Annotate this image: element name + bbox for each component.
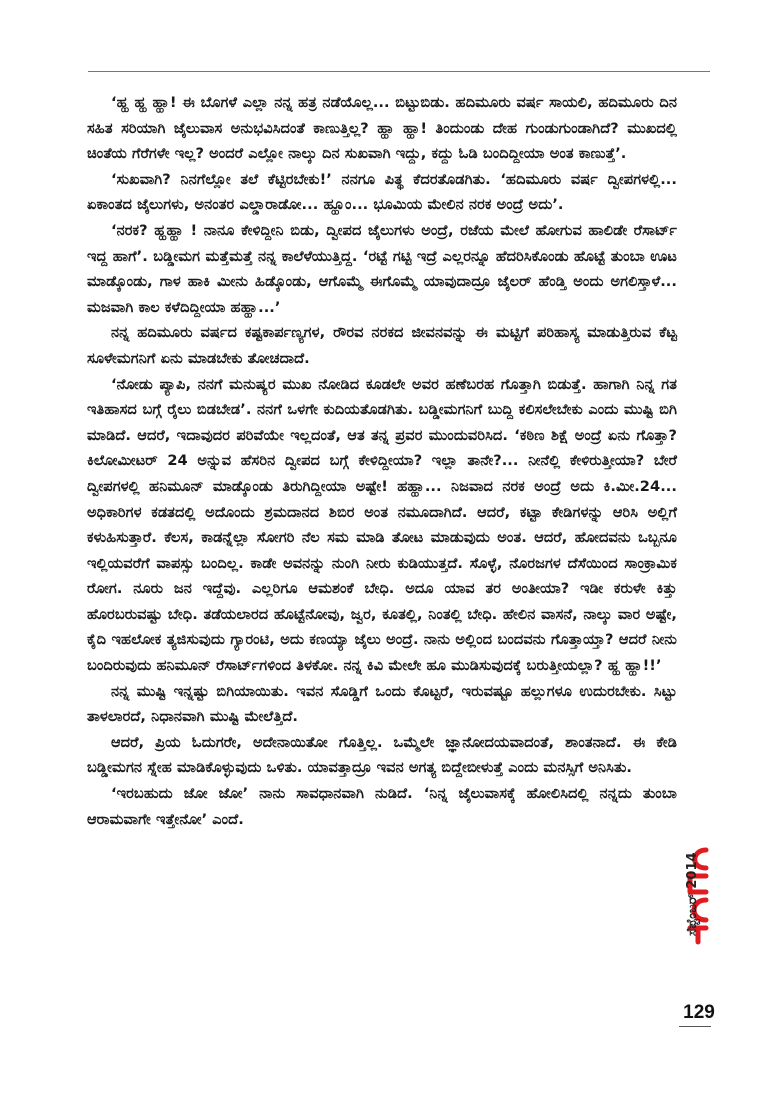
issue-date-text: ಸೆಪ್ಟೆಂಬರ್ 2014 [685,852,700,936]
page-number-rule [679,1026,711,1027]
page-number: 129 [683,1002,715,1023]
paragraph: ‘ಸುಖವಾಗಿ? ನಿನಗೆಲ್ಲೋ ತಲೆ ಕೆಟ್ಟಿರಬೇಕು!’ ನನಗೂ ಪಿತ್ಥ ಕೆದರತೊಡಗಿತು. ‘ಹದಿಮೂರು ವರ್ಷ ದ್ವೀಪಗಳಲ್ಲಿ... ಏಕಾಂತದ ಜೈಲುಗಳು, ಅನಂತರ ಎಲ್ಡಾರಾಡೋ... ಹ್ಹೂಂ... ಭೂಮಿಯ ಮೇಲಿನ ನರಕ ಅಂದ್ರೆ ಅದು’. [87,170,677,214]
paragraph: ‘ಇರಬಹುದು ಜೋ ಜೋ’ ನಾನು ಸಾವಧಾನವಾಗಿ ನುಡಿದೆ. ‘ನಿನ್ನ ಜೈಲುವಾಸಕ್ಕೆ ಹೋಲಿಸಿದಲ್ಲಿ ನನ್ನದು ತುಂಬಾ ಆರಾಮವಾಗೇ ಇತ್ತೇನೋ’ ಎಂದೆ. [87,785,677,828]
magazine-sidebar [683,838,711,998]
paragraph: ಆದರೆ, ಪ್ರಿಯ ಓದುಗರೇ, ಅದೇನಾಯಿತೋ ಗೊತ್ತಿಲ್ಲ. ಒಮ್ಮೆಲೇ ಜ್ಞಾನೋದಯವಾದಂತೆ, ಶಾಂತನಾದೆ. ಈ ಕೇಡಿ ಬಡ್ಡೀಮಗನ ಸ್ನೇಹ ಮಾಡಿಕೊಳ್ಳುವುದು ಒಳಿತು. ಯಾವತ್ತಾದ್ರೂ ಇವನ ಅಗತ್ಯ ಬಿದ್ದೇಬೀಳುತ್ತೆ ಎಂದು ಮನಸ್ಸಿಗೆ ಅನಿಸಿತು. [87,733,677,777]
top-rule [88,71,710,72]
paragraph: ನನ್ನ ಹದಿಮೂರು ವರ್ಷದ ಕಷ್ಟಕಾರ್ಪಣ್ಯಗಳ, ರೌರವ ನರಕದ ಜೀವನವನ್ನು ಈ ಮಟ್ಟಿಗೆ ಪರಿಹಾಸ್ಯ ಮಾಡುತ್ತಿರುವ ಕೆಟ್ಟ ಸೂಳೇಮಗನಿಗೆ ಏನು ಮಾಡಬೇಕು ತೋಚದಾದೆ. [87,324,677,367]
paragraph: ನನ್ನ ಮುಷ್ಟಿ ಇನ್ನಷ್ಟು ಬಿಗಿಯಾಯಿತು. ಇವನ ಸೊಡ್ಡಿಗೆ ಒಂದು ಕೊಟ್ಟರೆ, ಇರುವಷ್ಟೂ ಹಲ್ಲುಗಳೂ ಉದುರಬೇಕು. ಸಿಟ್ಟು ತಾಳಲಾರದೆ, ನಿಧಾನವಾಗಿ ಮುಷ್ಟಿ ಮೇಲೆತ್ತಿದೆ. [87,682,677,726]
paragraph: ‘ಹ್ಹ ಹ್ಹ ಹ್ಹಾ! ಈ ಬೊಗಳೆ ಎಲ್ಲಾ ನನ್ನ ಹತ್ರ ನಡೆಯೊಲ್ಲ... ಬಿಟ್ಟುಬಿಡು. ಹದಿಮೂರು ವರ್ಷ ಸಾಯಲಿ, ಹದಿಮೂರು ದಿನ ಸಹಿತ ಸರಿಯಾಗಿ ಜೈಲುವಾಸ ಅನುಭವಿಸಿದಂತೆ ಕಾಣುತ್ತಿಲ್ಲ? ಹ್ಹಾ ಹ್ಹಾ! ತಿಂದುಂಡು ದೇಹ ಗುಂಡುಗುಂಡಾಗಿದೆ? ಮುಖದಲ್ಲಿ ಚಿಂತೆಯ ಗೆರೆಗಳೇ ಇಲ್ಲ? ಅಂದರೆ ಎಲ್ಲೋ ನಾಲ್ಕು ದಿನ ಸುಖವಾಗಿ ಇದ್ದು, ಕದ್ದು ಓಡಿ ಬಂದಿದ್ದೀಯಾ ಅಂತ ಕಾಣುತ್ತೆ’. [87,94,677,163]
issue-date [683,838,703,936]
article-body [87,90,677,832]
paragraph: ‘ನರಕ? ಹ್ಹಹ್ಹಾ ! ನಾನೂ ಕೇಳಿದ್ದೀನಿ ಬಿಡು, ದ್ವೀಪದ ಜೈಲುಗಳು ಅಂದ್ರೆ, ರಜೆಯ ಮೇಲೆ ಹೋಗುವ ಹಾಲಿಡೇ ರೆಸಾರ್ಟ್ ಇದ್ದ ಹಾಗೆ’. ಬಡ್ಡೀಮಗ ಮತ್ತೆಮತ್ತೆ ನನ್ನ ಕಾಲೆಳೆಯುತ್ತಿದ್ದ. ‘ರಟ್ಟೆ ಗಟ್ಟಿ ಇದ್ರೆ ಎಲ್ಲರನ್ನೂ ಹೆದರಿಸಿಕೊಂಡು ಹೊಟ್ಟೆ ತುಂಬಾ ಊಟ ಮಾಡ್ಕೊಂಡು, ಗಾಳ ಹಾಕಿ ಮೀನು ಹಿಡ್ಕೊಂಡು, ಆಗೊಮ್ಮೆ ಈಗೊಮ್ಮೆ ಯಾವುದಾದ್ರೂ ಜೈಲರ್ ಹೆಂಡ್ತಿ ಅಂದು ಅಗಲಿಸ್ತಾಳೆ... ಮಜವಾಗಿ ಕಾಲ ಕಳೆದಿದ್ದೀಯಾ ಹಹ್ಹಾ...’ [87,221,677,316]
paragraph: ‘ನೋಡು ಪ್ಯಾಪಿ, ನನಗೆ ಮನುಷ್ಯರ ಮುಖ ನೋಡಿದ ಕೂಡಲೇ ಅವರ ಹಣೆಬರಹ ಗೊತ್ತಾಗಿ ಬಿಡುತ್ತೆ. ಹಾಗಾಗಿ ನಿನ್ನ ಗತ ಇತಿಹಾಸದ ಬಗ್ಗೆ ರೈಲು ಬಿಡಬೇಡ’. ನನಗೆ ಒಳಗೇ ಕುದಿಯತೊಡಗಿತು. ಬಡ್ಡೀಮಗನಿಗೆ ಬುದ್ದಿ ಕಲಿಸಲೇಬೇಕು ಎಂದು ಮುಷ್ಟಿ ಬಿಗಿ ಮಾಡಿದೆ. ಆದರೆ, ಇದಾವುದರ ಪರಿವೆಯೇ ಇಲ್ಲದಂತೆ, ಆತ ತನ್ನ ಪ್ರವರ ಮುಂದುವರಿಸಿದ. ‘ಕಠಿಣ ಶಿಕ್ಷೆ ಅಂದ್ರೆ ಏನು ಗೊತ್ತಾ? ಕಿಲೋಮೀಟರ್ 24 ಅನ್ನುವ ಹೆಸರಿನ ದ್ವೀಪದ ಬಗ್ಗೆ ಕೇಳಿದ್ದೀಯಾ? ಇಲ್ಲಾ ತಾನೇ?... ನೀನೆಲ್ಲಿ ಕೇಳಿರುತ್ತೀಯಾ? ಬೇರೆ ದ್ವೀಪಗಳಲ್ಲಿ ಹನಿಮೂನ್ ಮಾಡ್ಕೊಂಡು ತಿರುಗಿದ್ದೀಯಾ ಅಷ್ಟೇ! ಹಹ್ಹಾ... ನಿಜವಾದ ನರಕ ಅಂದ್ರೆ ಅದು ಕಿ.ಮೀ.24... ಅಧಿಕಾರಿಗಳ ಕಡತದಲ್ಲಿ ಅದೊಂದು ಶ್ರಮದಾನದ ಶಿಬಿರ ಅಂತ ನಮೂದಾಗಿದೆ. ಆದರೆ, ಕಟ್ಟಾ ಕೇಡಿಗಳನ್ನು ಆರಿಸಿ ಅಲ್ಲಿಗೆ ಕಳುಹಿಸುತ್ತಾರೆ. ಕೆಲಸ, ಕಾಡನ್ನೆಲ್ಲಾ ಸೋಗರಿ ನೆಲ ಸಮ ಮಾಡಿ ತೋಟ ಮಾಡುವುದು ಅಂತ. ಆದರೆ, ಹೋದವನು ಒಬ್ಬನೂ ಇಲ್ಲಿಯವರೆಗೆ ವಾಪಸ್ಸು ಬಂದಿಲ್ಲ. ಕಾಡೇ ಅವನನ್ನು ನುಂಗಿ ನೀರು ಕುಡಿಯುತ್ತದೆ. ಸೊಳ್ಳೆ, ನೊರಜಗಳ ದೆಸೆಯಿಂದ ಸಾಂಕ್ರಾಮಿಕ ರೋಗ. ನೂರು ಜನ ಇದ್ದೆವು. ಎಲ್ಲರಿಗೂ ಆಮಶಂಕೆ ಬೇಧಿ. ಅದೂ ಯಾವ ತರ ಅಂತೀಯಾ? ಇಡೀ ಕರುಳೇ ಕಿತ್ತು ಹೊರಬರುವಷ್ಟು ಬೇಧಿ. ತಡೆಯಲಾರದ ಹೊಟ್ಟೆನೋವು, ಜ್ವರ, ಕೂತಲ್ಲಿ, ನಿಂತಲ್ಲಿ ಬೇಧಿ. ಹೇಲಿನ ವಾಸನೆ, ನಾಲ್ಕು ವಾರ ಅಷ್ಟೇ, ಕೈದಿ ಇಹಲೋಕ ತ್ಯಜಿಸುವುದು ಗ್ಯಾರಂಟಿ, ಅದು ಕಣಯ್ಯಾ ಜೈಲು ಅಂದ್ರೆ. ನಾನು ಅಲ್ಲಿಂದ ಬಂದವನು ಗೊತ್ತಾಯ್ತಾ? ಆದರೆ ನೀನು ಬಂದಿರುವುದು ಹನಿಮೂನ್ ರೆಸಾರ್ಟ್‌ಗಳಿಂದ ತಿಳಕೋ. ನನ್ನ ಕಿವಿ ಮೇಲೇ ಹೂ ಮುಡಿಸುವುದಕ್ಕೆ ಬರುತ್ತೀಯಲ್ಲಾ? ಹ್ಹ ಹ್ಹಾ!!’ [87,375,677,675]
